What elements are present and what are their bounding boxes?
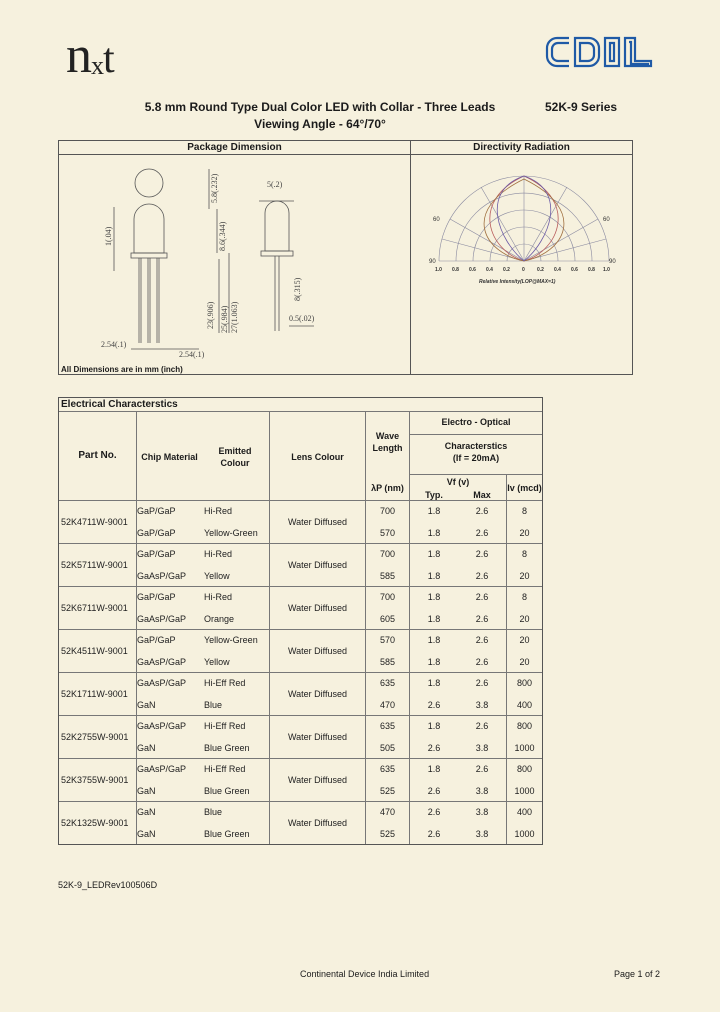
viewing-angle: Viewing Angle - 64°/70° [254,117,386,131]
cell-max: 3.8 [475,699,489,710]
dim-body-height: 8.6(.344) [218,221,227,251]
dim-lead-mid: 23(.906) [206,301,215,329]
cell-max: 2.6 [475,721,489,731]
cell-wave: 525 [379,828,396,839]
cell-chip: GaN [137,699,156,710]
page-title: 5.8 mm Round Type Dual Color LED with Collar - Three Leads [144,100,496,114]
cell-iv: 20 [519,527,530,538]
part-number: 52K3755W-9001 [61,775,129,785]
lens-colour: Water Diffused [287,517,348,527]
scale-tick: 0.6 [469,267,476,273]
lens-colour: Water Diffused [287,732,348,742]
series-label: 52K-9 Series [545,100,618,114]
header-max: Max [473,490,491,500]
dim-lead-thickness: 0.5(.02) [289,314,315,323]
nxt-logo-t: t [103,36,114,82]
cell-wave: 700 [379,592,396,602]
table-rule [365,411,366,844]
cell-typ: 1.8 [427,764,441,774]
cell-iv: 20 [519,570,530,581]
part-number: 52K1325W-9001 [61,818,129,828]
header-part-no: Part No. [78,450,117,461]
cell-color: Hi-Eff Red [204,678,246,688]
cell-max: 3.8 [475,785,489,796]
cell-color: Yellow [204,656,230,667]
cell-iv: 1000 [514,828,535,839]
lens-colour: Water Diffused [287,775,348,785]
cell-max: 2.6 [475,656,489,667]
cell-typ: 1.8 [427,721,441,731]
scale-tick: 1.0 [603,267,610,273]
radiation-angle-right-60: 60 [603,217,610,223]
cell-iv: 20 [519,656,530,667]
cell-iv: 400 [516,807,533,817]
led-collar-front [131,253,167,258]
table-rule [409,474,542,475]
package-section [58,140,633,375]
cell-chip: GaAsP/GaP [137,721,187,731]
electrical-title: Electrical Characterstics [61,399,178,410]
scale-tick: 0.6 [571,267,578,273]
cell-max: 2.6 [475,764,489,774]
cell-wave: 585 [379,570,396,581]
header-colour: Colour [220,458,250,468]
cell-wave: 570 [379,635,396,645]
lens-colour: Water Diffused [287,818,348,828]
cell-typ: 2.6 [427,742,441,753]
cell-typ: 1.8 [427,506,441,516]
nxt-logo [66,27,114,92]
cell-iv: 8 [521,506,527,516]
cell-color: Hi-Red [204,549,233,559]
part-number: 52K5711W-9001 [61,560,128,570]
dim-collar: 1(.04) [104,226,113,246]
cell-iv: 8 [521,549,527,559]
cell-chip: GaP/GaP [137,549,176,559]
nxt-logo-x: x [91,51,103,80]
table-rule [136,411,137,844]
cell-chip: GaP/GaP [137,527,176,538]
cell-wave: 505 [379,742,396,753]
scale-tick: 0.8 [452,267,459,273]
cell-wave: 635 [379,764,396,774]
cell-iv: 800 [516,764,533,774]
header-vf: Vf (v) [446,477,470,487]
header-length: Length [372,443,403,453]
cell-chip: GaAsP/GaP [137,764,187,774]
header-typ: Typ. [425,490,443,500]
header-iv: Iv (mcd) [507,483,542,493]
header-electro-optical: Electro - Optical [441,417,511,427]
part-number: 52K1711W-9001 [61,689,128,699]
header-wave-unit: λP (nm) [371,483,404,493]
header-wave: Wave [375,431,400,441]
cell-color: Blue [204,699,223,710]
part-number: 52K6711W-9001 [61,603,128,613]
lens-colour: Water Diffused [287,560,348,570]
radiation-caption: Relative Intensity(LOP@MAX=1) [479,279,556,285]
led-body-side [265,201,289,251]
cell-wave: 585 [379,656,396,667]
cell-wave: 635 [379,678,396,688]
cell-wave: 470 [379,807,396,817]
cell-iv: 20 [519,635,530,645]
nxt-logo-n: n [66,27,91,84]
cell-wave: 635 [379,721,396,731]
cell-typ: 1.8 [427,527,441,538]
cell-wave: 570 [379,527,396,538]
header-characteristics: Characterstics [444,441,508,451]
cell-color: Yellow-Green [204,527,258,538]
part-number: 52K2755W-9001 [61,732,129,742]
cell-typ: 1.8 [427,549,441,559]
cell-max: 3.8 [475,742,489,753]
cell-wave: 700 [379,506,396,516]
electrical-table [58,397,543,845]
cdil-logo [545,30,657,74]
table-rule [59,758,542,759]
scale-tick: 0 [522,267,525,273]
cell-typ: 1.8 [427,613,441,624]
cell-iv: 400 [516,699,533,710]
dim-pitch-right: 2.54(.1) [179,350,205,359]
radiation-angle-left-90: 90 [429,259,436,265]
table-rule [59,543,542,544]
cell-chip: GaAsP/GaP [137,613,187,624]
cell-wave: 700 [379,549,396,559]
cell-typ: 2.6 [427,807,441,817]
cell-chip: GaN [137,742,156,753]
cell-color: Yellow [204,570,230,581]
cell-chip: GaAsP/GaP [137,570,187,581]
dimensions-note: All Dimensions are in mm (inch) [61,365,183,374]
cell-color: Hi-Eff Red [204,721,246,731]
dim-top-height: 5.8(.232) [210,173,219,203]
cell-color: Hi-Red [204,506,233,516]
table-rule [59,672,542,673]
cell-chip: GaAsP/GaP [137,656,187,667]
company-name: Continental Device India Limited [300,969,430,979]
radiation-angle-right-90: 90 [609,259,616,265]
dim-body-width: 5(.2) [267,180,283,189]
cell-chip: GaP/GaP [137,592,176,602]
led-body-front [134,204,164,253]
cell-chip: GaP/GaP [137,506,176,516]
header-chip-material: Chip Material [141,452,198,462]
dim-side-height: 8(.315) [293,277,302,301]
header-emitted: Emitted [218,446,252,456]
cell-max: 2.6 [475,592,489,602]
section-divider [410,141,411,374]
cell-wave: 525 [379,785,396,796]
cell-color: Blue Green [204,742,250,753]
table-rule [59,801,542,802]
cell-iv: 800 [516,678,533,688]
dim-lead-long: 27(1.063) [230,301,239,333]
part-number: 52K4711W-9001 [61,517,128,527]
lens-colour: Water Diffused [287,646,348,656]
scale-tick: 0.2 [503,267,510,273]
cell-iv: 8 [521,592,527,602]
cell-max: 2.6 [475,635,489,645]
lens-colour: Water Diffused [287,603,348,613]
dim-pitch-left: 2.54(.1) [101,340,127,349]
header-lens-colour: Lens Colour [291,452,344,462]
radiation-heading: Directivity Radiation [410,141,632,155]
cell-color: Blue [204,807,223,817]
table-rule [59,586,542,587]
scale-tick: 0.8 [588,267,595,273]
cell-typ: 2.6 [427,828,441,839]
cell-color: Hi-Eff Red [204,764,246,774]
scale-tick: 1.0 [435,267,442,273]
scale-tick: 0.2 [537,267,544,273]
cell-chip: GaN [137,785,156,796]
doc-reference: 52K-9_LEDRev100506D [58,880,158,890]
cell-color: Blue Green [204,785,250,796]
cell-iv: 1000 [514,742,535,753]
cell-max: 2.6 [475,613,489,624]
table-rule [409,434,542,435]
dim-lead-short: 25(.984) [220,305,229,333]
page-number: Page 1 of 2 [614,969,661,979]
cell-iv: 800 [516,721,533,731]
cell-color: Yellow-Green [204,635,258,645]
table-rule [59,411,542,412]
cell-max: 3.8 [475,807,489,817]
radiation-diagram [429,161,619,296]
led-collar-side [261,251,293,256]
radiation-angle-left-60: 60 [433,217,440,223]
cell-typ: 1.8 [427,656,441,667]
cell-color: Hi-Red [204,592,233,602]
cell-typ: 1.8 [427,570,441,581]
cell-iv: 20 [519,613,530,624]
lens-colour: Water Diffused [287,689,348,699]
cell-max: 2.6 [475,506,489,516]
cell-chip: GaN [137,807,156,817]
cell-max: 3.8 [475,828,489,839]
cell-wave: 605 [379,613,396,624]
cell-typ: 1.8 [427,592,441,602]
cell-wave: 470 [379,699,396,710]
part-number: 52K4511W-9001 [61,646,128,656]
header-condition: (If = 20mA) [452,453,500,463]
cell-max: 2.6 [475,570,489,581]
scale-tick: 0.4 [554,267,561,273]
package-drawing [89,161,329,361]
cell-max: 2.6 [475,678,489,688]
scale-tick: 0.4 [486,267,493,273]
cell-chip: GaAsP/GaP [137,678,187,688]
table-rule [59,715,542,716]
cell-typ: 2.6 [427,699,441,710]
package-heading: Package Dimension [59,141,410,155]
led-top-view [135,169,163,197]
cell-typ: 1.8 [427,635,441,645]
cell-typ: 1.8 [427,678,441,688]
cell-color: Blue Green [204,828,250,839]
table-rule [59,629,542,630]
cell-typ: 2.6 [427,785,441,796]
cell-chip: GaN [137,828,156,839]
cell-chip: GaP/GaP [137,635,176,645]
cell-max: 2.6 [475,527,489,538]
cell-iv: 1000 [514,785,535,796]
cell-max: 2.6 [475,549,489,559]
cell-color: Orange [204,613,235,624]
